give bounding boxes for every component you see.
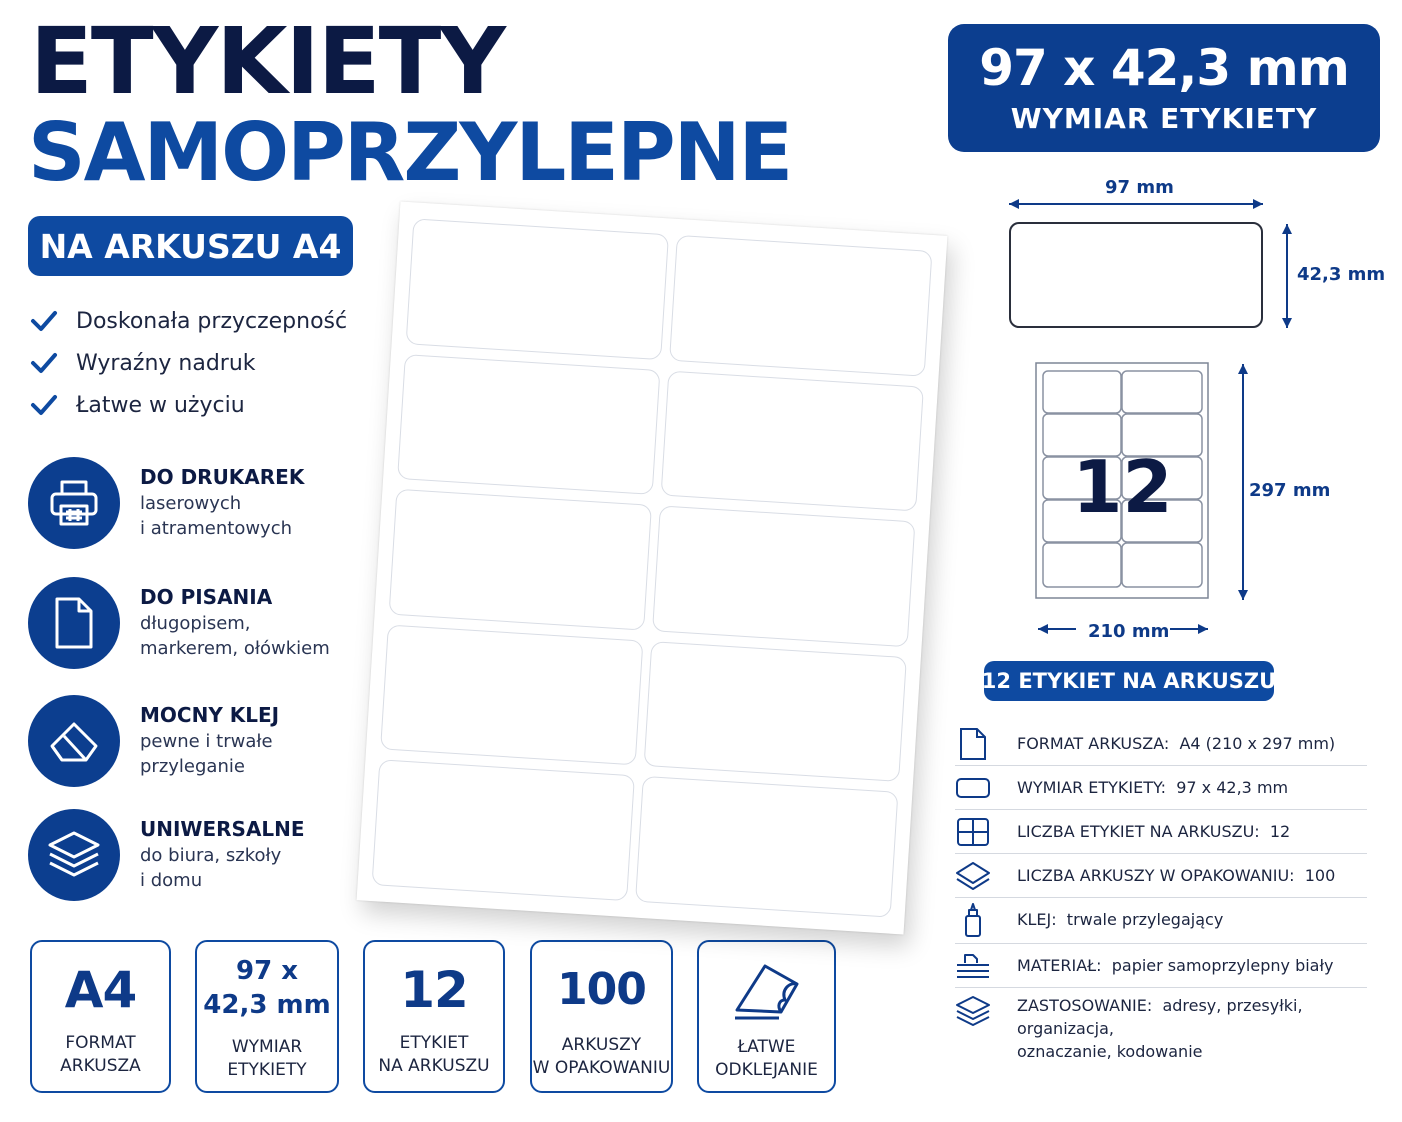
spec-row	[955, 766, 1367, 810]
spec-key: WYMIAR ETYKIETY:	[1017, 778, 1167, 797]
feature-title: MOCNY KLEJ	[140, 703, 280, 727]
card-label-2: ETYKIETY	[227, 1060, 307, 1080]
feature-line-2: markerem, ołówkiem	[140, 638, 330, 659]
sheet-label	[669, 235, 932, 376]
spec-key: MATERIAŁ:	[1017, 956, 1102, 975]
spec-value: trwale przylegający	[1066, 910, 1224, 929]
checkmark-icon	[30, 349, 58, 377]
spec-row	[955, 722, 1367, 766]
card-labels-per-sheet	[363, 940, 505, 1093]
feature-line-1: długopisem,	[140, 613, 251, 634]
title-line-2: SAMOPRZYLEPNE	[28, 106, 792, 199]
card-easy-peel	[697, 940, 836, 1093]
title-line-1: ETYKIETY	[30, 8, 504, 115]
feature-line-1: pewne i trwałe	[140, 731, 273, 752]
label-dimension-caption: WYMIAR ETYKIETY	[1010, 102, 1318, 135]
printer-icon	[28, 457, 120, 549]
stack-icon	[955, 858, 991, 894]
sheet-label	[389, 489, 652, 630]
spec-value-line-2: oznaczanie, kodowanie	[1017, 1042, 1203, 1061]
sheet-label	[406, 218, 669, 359]
feature-line-1: laserowych	[140, 493, 242, 514]
spec-key: KLEJ:	[1017, 910, 1057, 929]
spec-key: ZASTOSOWANIE:	[1017, 996, 1153, 1015]
spec-key: FORMAT ARKUSZA:	[1017, 734, 1170, 753]
sheet-width-arrow-right	[1168, 621, 1212, 637]
glue-icon	[955, 902, 991, 938]
card-sheets-per-pack	[530, 940, 673, 1093]
feature-title: DO DRUKAREK	[140, 465, 305, 489]
sheet-width-arrow-left	[1034, 621, 1078, 637]
specs-list	[955, 722, 1367, 1061]
spec-value: 12	[1269, 822, 1291, 841]
feature-title: UNIWERSALNE	[140, 817, 305, 841]
label-width-arrow	[1005, 196, 1267, 212]
sheet-label	[372, 760, 635, 901]
sheet-format-pill: NA ARKUSZU A4	[28, 216, 353, 276]
sheet-label	[644, 641, 907, 782]
single-label-diagram	[1009, 222, 1263, 328]
document-icon	[28, 577, 120, 669]
card-label-1: ETYKIET	[399, 1033, 469, 1053]
card-label-1: ARKUSZY	[561, 1035, 642, 1055]
benefit-text: Łatwe w użyciu	[76, 392, 245, 418]
card-sheet-format	[30, 940, 171, 1093]
benefit-text: Wyraźny nadruk	[76, 350, 256, 376]
sheet-label	[652, 506, 915, 647]
feature-line-2: i domu	[140, 870, 203, 891]
benefit-item	[30, 342, 410, 384]
label-height-arrow	[1279, 220, 1295, 332]
sheet-width-text: 210 mm	[1088, 621, 1170, 642]
layers-icon	[28, 809, 120, 901]
spec-row	[955, 810, 1367, 854]
sheet-label	[661, 370, 924, 511]
card-label-2: W OPAKOWANIU	[532, 1058, 671, 1078]
eraser-icon	[28, 695, 120, 787]
benefit-item	[30, 384, 410, 426]
feature-line-1: do biura, szkoły	[140, 845, 282, 866]
checkmark-icon	[30, 391, 58, 419]
card-value: 100	[557, 964, 646, 1015]
layers-icon	[955, 994, 991, 1030]
card-label-1: ŁATWE	[737, 1037, 796, 1057]
label-dimension-box	[948, 24, 1380, 152]
card-label-2: ODKLEJANIE	[715, 1060, 818, 1080]
sheet-icon	[955, 726, 991, 762]
feature-title: DO PISANIA	[140, 585, 273, 609]
feature-adhesive	[28, 693, 388, 789]
feature-universal	[28, 807, 388, 903]
label-height-text: 42,3 mm	[1297, 264, 1386, 285]
labels-count-number: 12	[1072, 445, 1173, 529]
sheet-label	[397, 354, 660, 495]
paper-material-icon	[955, 948, 991, 984]
feature-writing	[28, 575, 388, 671]
card-value-line-2: 42,3 mm	[203, 990, 331, 1020]
card-label-1: WYMIAR	[231, 1037, 303, 1057]
sheet-height-text: 297 mm	[1249, 480, 1331, 501]
card-label-size	[195, 940, 339, 1093]
labels-per-sheet-pill: 12 ETYKIET NA ARKUSZU	[984, 661, 1274, 701]
card-label-2: ARKUSZA	[60, 1056, 141, 1076]
feature-line-2: przyleganie	[140, 756, 245, 777]
spec-row	[955, 944, 1367, 988]
spec-value: 100	[1304, 866, 1336, 885]
label-rect-icon	[955, 770, 991, 806]
card-value: 12	[400, 961, 468, 1019]
label-sheet-illustration	[357, 201, 948, 934]
spec-row	[955, 988, 1367, 1061]
card-value-line-1: 97 x	[235, 956, 298, 986]
label-width-text: 97 mm	[1105, 177, 1174, 198]
spec-value: A4 (210 x 297 mm)	[1179, 734, 1336, 753]
spec-row	[955, 898, 1367, 944]
card-label-2: NA ARKUSZU	[378, 1056, 490, 1076]
spec-value: papier samoprzylepny biały	[1111, 956, 1334, 975]
spec-row	[955, 854, 1367, 898]
benefit-item	[30, 300, 410, 342]
checkmark-icon	[30, 307, 58, 335]
card-value: A4	[64, 961, 137, 1019]
spec-value: adresy, przesyłki, organizacja,	[1017, 996, 1303, 1038]
benefits-list	[30, 300, 410, 426]
spec-value: 97 x 42,3 mm	[1176, 778, 1289, 797]
spec-key: LICZBA ARKUSZY W OPAKOWANIU:	[1017, 866, 1295, 885]
sheet-label	[380, 624, 643, 765]
label-dimension-value: 97 x 42,3 mm	[979, 39, 1349, 97]
grid-icon	[955, 814, 991, 850]
spec-key: LICZBA ETYKIET NA ARKUSZU:	[1017, 822, 1260, 841]
sheet-label	[635, 776, 898, 917]
feature-line-2: i atramentowych	[140, 518, 293, 539]
peel-label-icon	[731, 960, 803, 1024]
card-label-1: FORMAT	[65, 1033, 136, 1053]
feature-printers	[28, 455, 388, 551]
benefit-text: Doskonała przyczepność	[76, 308, 348, 334]
